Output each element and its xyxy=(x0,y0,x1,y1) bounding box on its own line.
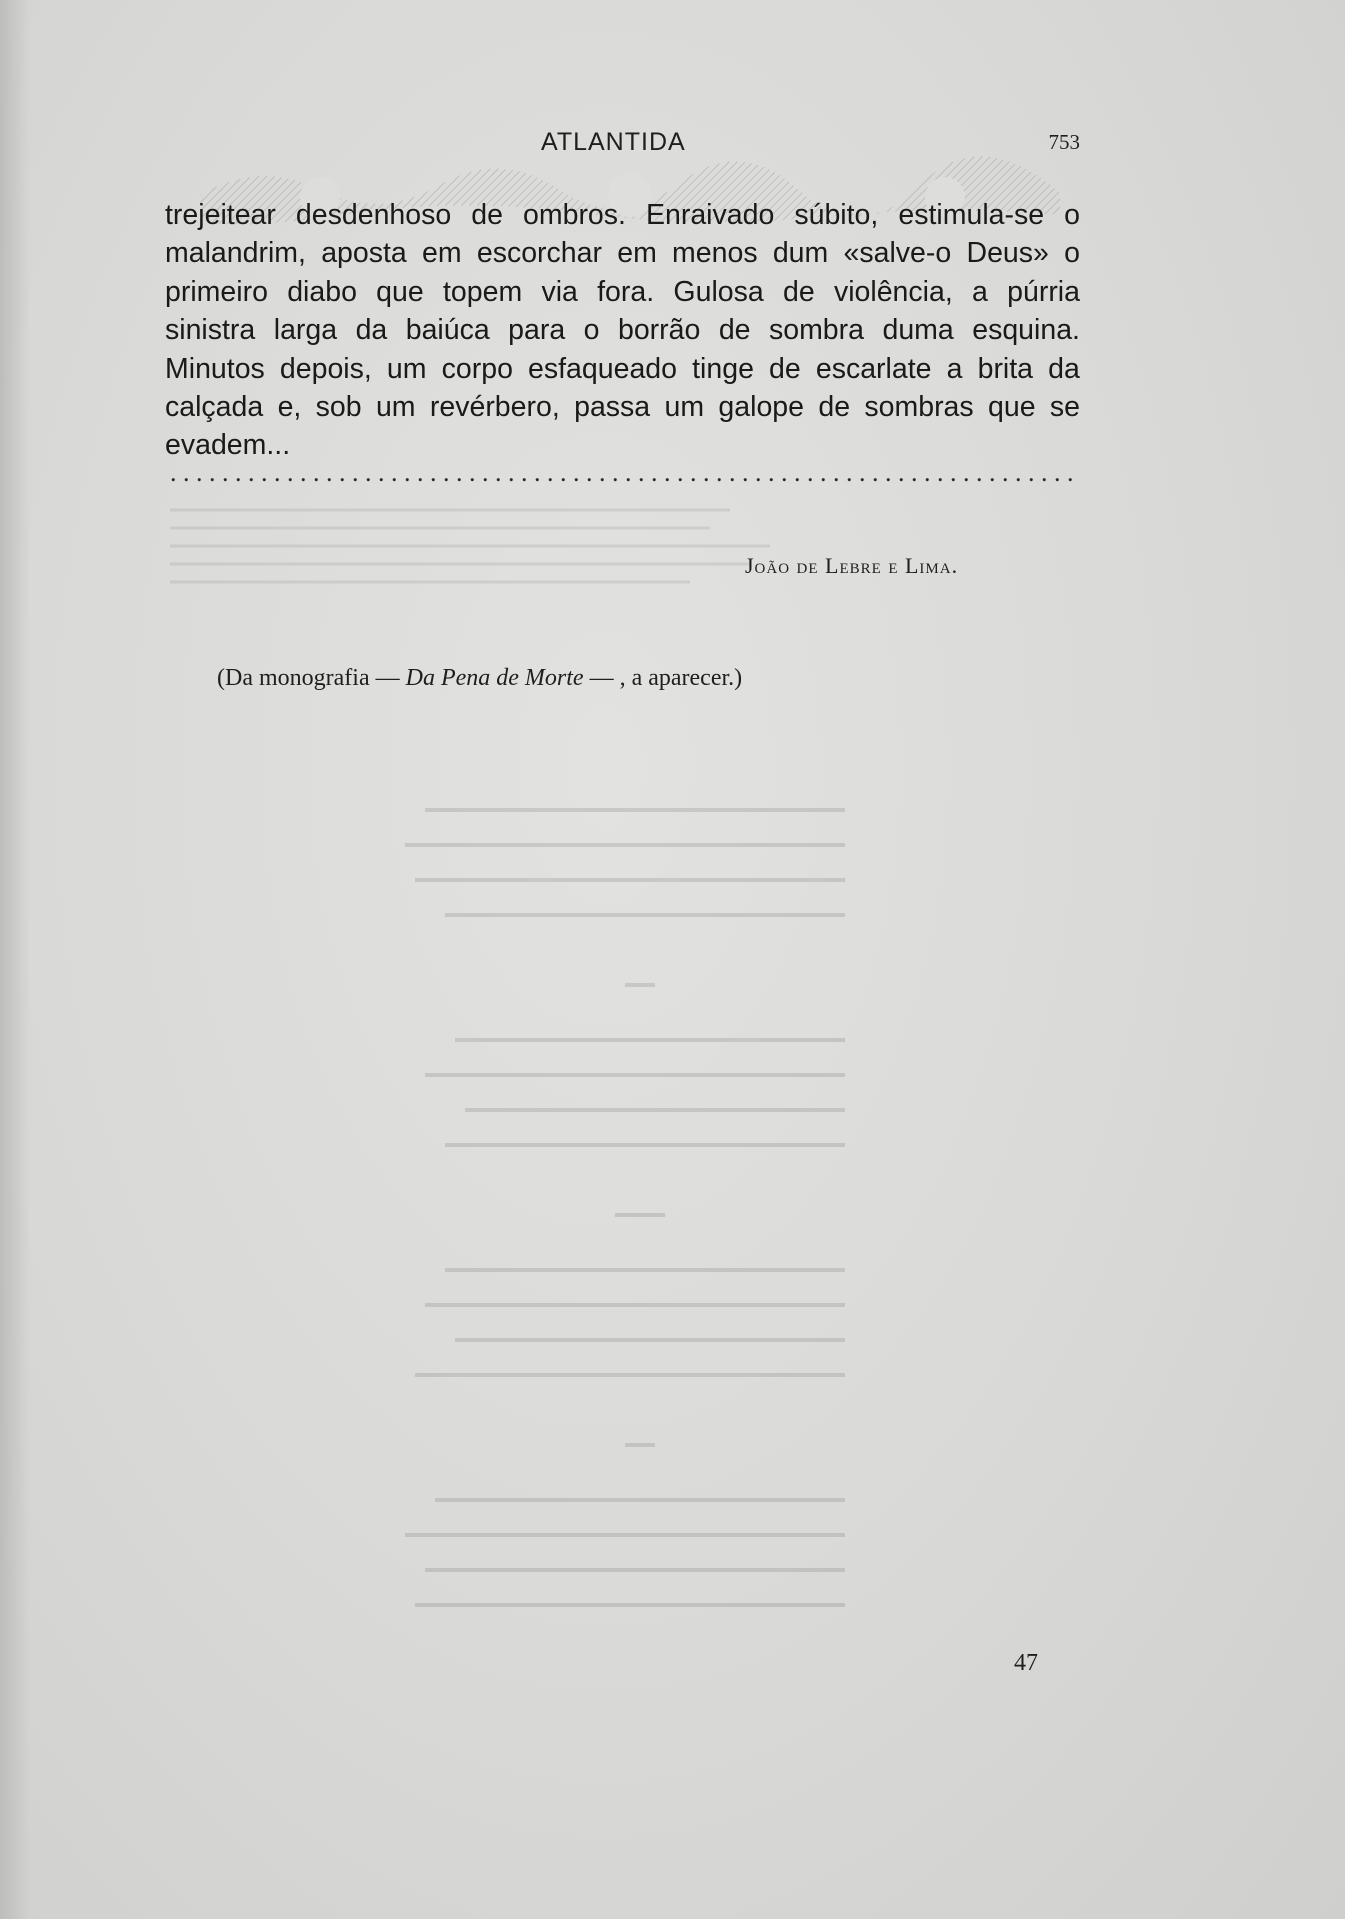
dot-leader: ...................................................................... xyxy=(170,458,1080,487)
source-title: Da Pena de Morte xyxy=(405,665,584,691)
word: ombros. xyxy=(523,199,626,231)
text-line xyxy=(165,234,1080,272)
word: fora. xyxy=(597,275,655,308)
text-line xyxy=(165,350,1080,388)
text-line: evadem... xyxy=(165,429,291,462)
journal-title: ATLANTIDA xyxy=(541,128,686,156)
word: o xyxy=(583,314,600,347)
word: em xyxy=(422,237,462,270)
word: escorchar xyxy=(476,237,602,270)
running-head xyxy=(165,128,1080,168)
word: passa xyxy=(574,391,651,424)
word: esquina. xyxy=(972,314,1080,347)
word: de xyxy=(818,391,851,424)
word: de xyxy=(471,199,503,231)
word: um xyxy=(664,391,705,424)
word: sob xyxy=(315,391,362,424)
text-line xyxy=(165,273,1080,311)
word: tinge xyxy=(692,352,754,385)
word: brita xyxy=(977,352,1034,385)
source-prefix: (Da monografia — xyxy=(217,665,406,691)
word: esfaqueado xyxy=(528,352,678,385)
word: borrão xyxy=(617,314,701,347)
word: diabo xyxy=(287,275,357,308)
word: em xyxy=(617,237,657,270)
body-paragraph xyxy=(165,196,1080,465)
word: a xyxy=(972,275,988,308)
word: sombra xyxy=(768,314,865,347)
page-number-top: 753 xyxy=(1048,130,1080,154)
word: primeiro xyxy=(165,275,268,308)
word: púrria xyxy=(1007,275,1080,308)
word: da xyxy=(355,314,388,347)
word: baiúca xyxy=(405,314,490,347)
word: aposta xyxy=(321,237,407,270)
word: menos xyxy=(672,237,758,270)
word: de xyxy=(769,352,801,385)
word: o xyxy=(1064,237,1080,270)
word: se xyxy=(1049,391,1080,424)
word: malandrim, xyxy=(165,237,306,270)
word: um xyxy=(386,352,427,385)
show-through-text-block xyxy=(170,500,870,600)
word: de xyxy=(782,275,815,308)
page-number-bottom: 47 xyxy=(1014,1650,1038,1676)
text-line xyxy=(165,388,1080,426)
word: depois, xyxy=(279,352,372,385)
word: Minutos xyxy=(165,352,265,385)
author-signature: João de Lebre e Lima. xyxy=(745,553,959,578)
word: dum xyxy=(772,237,829,270)
source-note xyxy=(217,665,742,692)
word: súbito, xyxy=(794,199,879,231)
word: «salve-o xyxy=(843,237,952,270)
word: sinistra xyxy=(165,314,256,347)
word: trejeitear xyxy=(165,199,276,231)
show-through-verse xyxy=(385,790,865,1630)
word: revérbero, xyxy=(429,391,560,424)
word: que xyxy=(988,391,1036,424)
word: de xyxy=(718,314,751,347)
word: escarlate xyxy=(815,352,932,385)
page-edge-shadow xyxy=(0,0,30,1919)
word: corpo xyxy=(441,352,513,385)
text-line xyxy=(165,311,1080,349)
word: via xyxy=(541,275,578,308)
word: violência, xyxy=(833,275,953,308)
word: galope xyxy=(718,391,805,424)
word: que xyxy=(376,275,424,308)
word: Gulosa xyxy=(673,275,764,308)
text-line xyxy=(165,196,1080,234)
word: duma xyxy=(882,314,954,347)
word: e, xyxy=(277,391,302,424)
word: o xyxy=(1064,199,1080,231)
word: larga xyxy=(273,314,338,347)
word: calçada xyxy=(165,391,264,424)
word: sombras xyxy=(864,391,974,424)
word: da xyxy=(1048,352,1080,385)
word: estimula-se xyxy=(898,199,1045,231)
word: um xyxy=(375,391,416,424)
word: desdenhoso xyxy=(295,199,452,231)
source-suffix: — , a aparecer.) xyxy=(583,665,743,691)
word: Enraivado xyxy=(645,199,775,231)
word: para xyxy=(508,314,566,347)
word: Deus» xyxy=(966,237,1049,270)
word: a xyxy=(946,352,963,385)
word: topem xyxy=(442,275,523,308)
